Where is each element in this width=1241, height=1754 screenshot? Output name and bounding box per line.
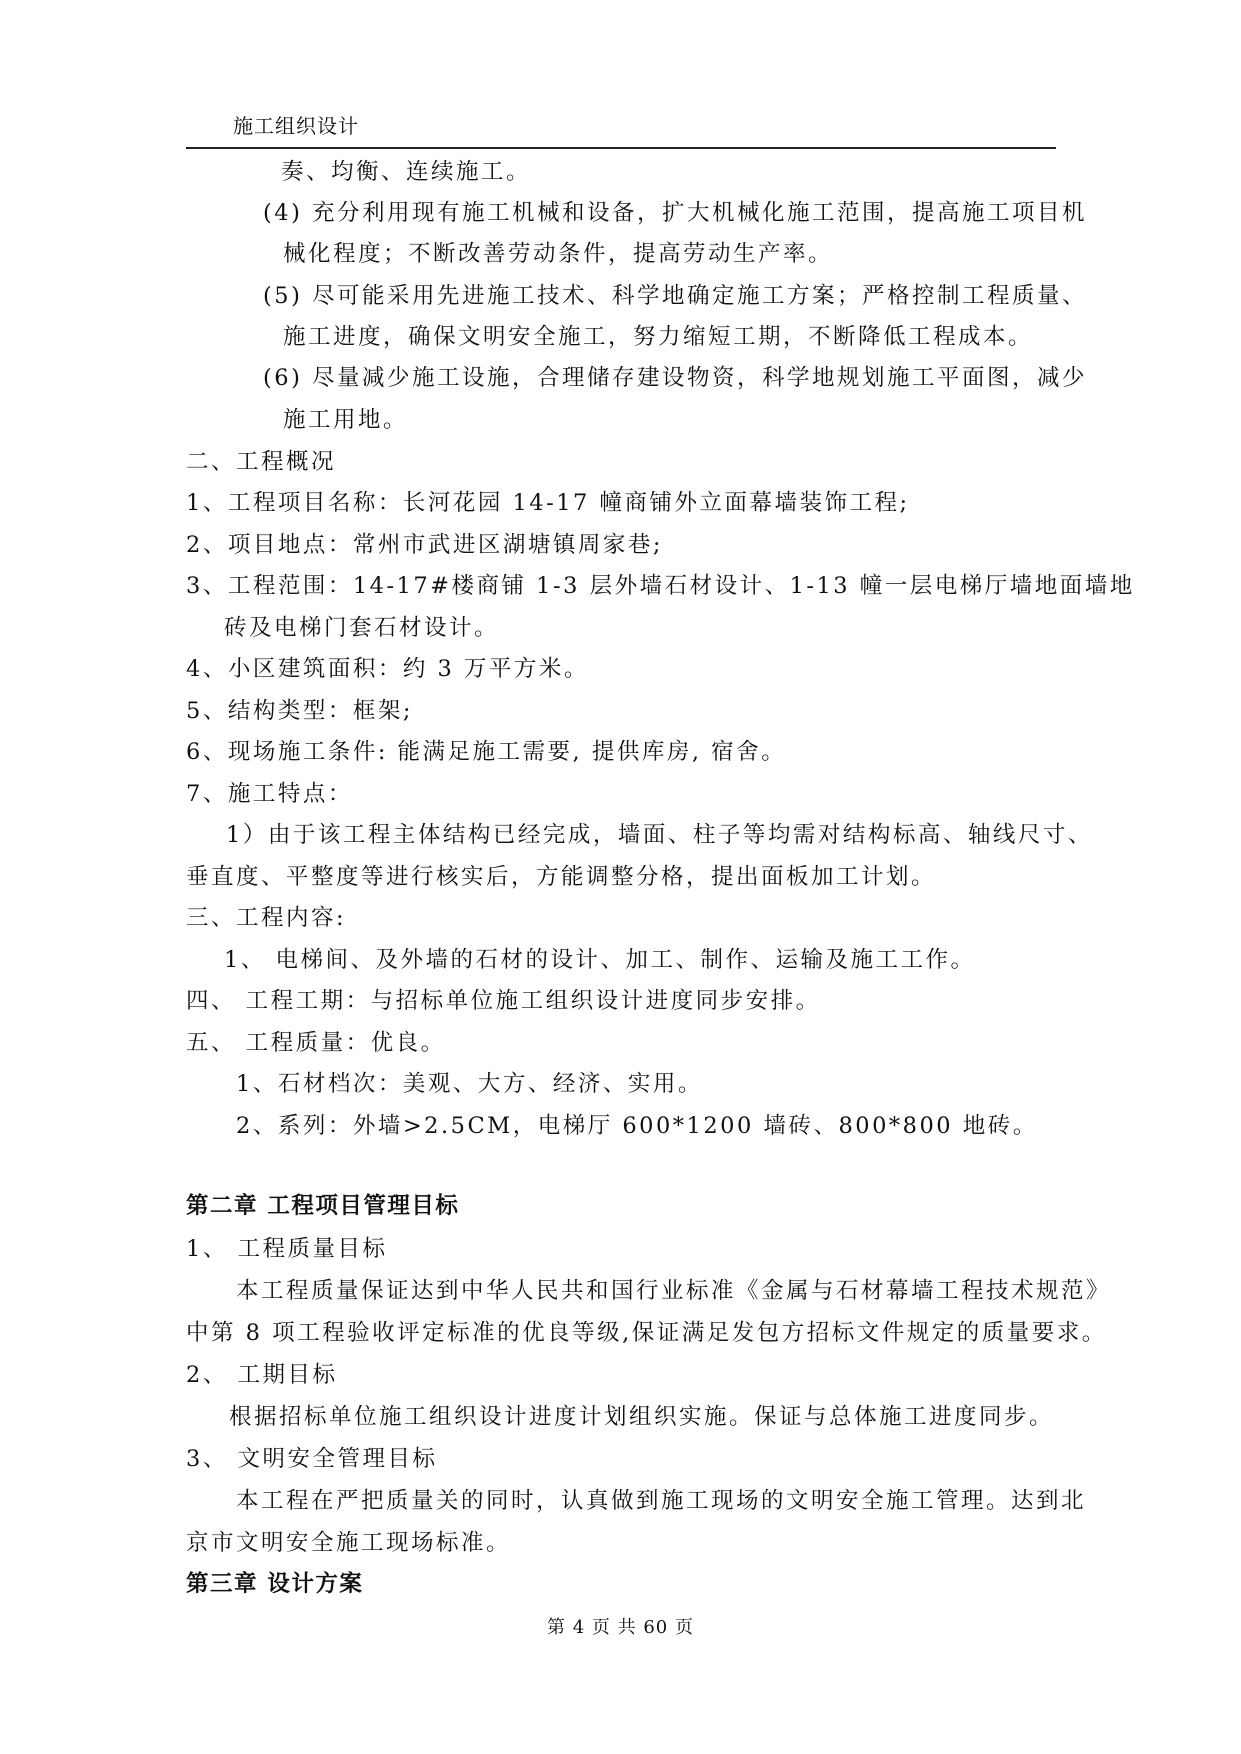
text-line: 本工程在严把质量关的同时，认真做到施工现场的文明安全施工管理。达到北 [236, 1488, 1087, 1514]
construction-features: 7、施工特点： [186, 781, 353, 807]
text-line: 中第 8 项工程验收评定标准的优良等级,保证满足发包方招标文件规定的质量要求。 [186, 1320, 1107, 1346]
text-line: 砖及电梯门套石材设计。 [224, 615, 500, 641]
goal-quality-heading: 1、 工程质量目标 [186, 1236, 388, 1262]
text-line: 施工用地。 [283, 407, 409, 433]
text-line: 奏、均衡、连续施工。 [281, 159, 532, 185]
section-heading-quality: 五、 工程质量：优良。 [186, 1030, 446, 1056]
text-line: 施工进度，确保文明安全施工，努力缩短工期，不断降低工程成本。 [283, 324, 1034, 350]
goal-duration-heading: 2、 工期目标 [186, 1362, 338, 1388]
text-line: 垂直度、平整度等进行核实后，方能调整分格，提出面板加工计划。 [186, 864, 937, 890]
section-heading-content: 三、工程内容: [186, 905, 347, 931]
goal-safety-heading: 3、 文明安全管理目标 [186, 1446, 438, 1472]
project-location: 2、项目地点：常州市武进区湖塘镇周家巷; [186, 532, 663, 558]
text-line: 京市文明安全施工现场标准。 [186, 1530, 512, 1556]
feature-item-1: 1）由于该工程主体结构已经完成，墙面、柱子等均需对结构标高、轴线尺寸、 [226, 822, 1093, 848]
project-scope: 3、工程范围：14-17#楼商铺 1-3 层外墙石材设计、1-13 幢一层电梯厅墙地面墙地 [186, 573, 1135, 599]
site-conditions: 6、现场施工条件: 能满足施工需要, 提供库房, 宿舍。 [186, 739, 787, 765]
text-line: 本工程质量保证达到中华人民共和国行业标准《金属与石材幕墙工程技术规范》 [236, 1278, 1112, 1304]
page-number: 第 4 页 共 60 页 [547, 1617, 694, 1638]
list-item-5: (5) 尽可能采用先进施工技术、科学地确定施工方案；严格控制工程质量、 [263, 283, 1088, 309]
text-line: 根据招标单位施工组织设计进度计划组织实施。保证与总体施工进度同步。 [229, 1404, 1055, 1430]
section-heading-overview: 二、工程概况 [186, 449, 337, 475]
chapter-2-heading: 第二章 工程项目管理目标 [186, 1193, 460, 1219]
list-item-4: (4) 充分利用现有施工机械和设备，扩大机械化施工范围，提高施工项目机 [263, 200, 1088, 226]
section-heading-duration: 四、 工程工期：与招标单位施工组织设计进度同步安排。 [186, 988, 821, 1014]
content-item-1: 1、 电梯间、及外墙的石材的设计、加工、制作、运输及施工工作。 [224, 947, 976, 973]
text-line: 械化程度；不断改善劳动条件，提高劳动生产率。 [283, 241, 834, 267]
project-name: 1、工程项目名称：长河花园 14-17 幢商铺外立面幕墙装饰工程; [186, 490, 910, 516]
list-item-6: (6) 尽量减少施工设施，合理储存建设物资，科学地规划施工平面图，减少 [263, 365, 1088, 391]
header-divider [186, 147, 1056, 149]
quality-item-1: 1、石材档次：美观、大方、经济、实用。 [236, 1071, 703, 1097]
page-header-title: 施工组织设计 [233, 114, 359, 138]
building-area: 4、小区建筑面积：约 3 万平方米。 [186, 656, 589, 682]
chapter-3-heading: 第三章 设计方案 [186, 1571, 364, 1597]
quality-item-2: 2、系列：外墙>2.5CM，电梯厅 600*1200 墙砖、800*800 地砖。 [236, 1113, 1038, 1139]
structure-type: 5、结构类型：框架; [186, 698, 413, 724]
